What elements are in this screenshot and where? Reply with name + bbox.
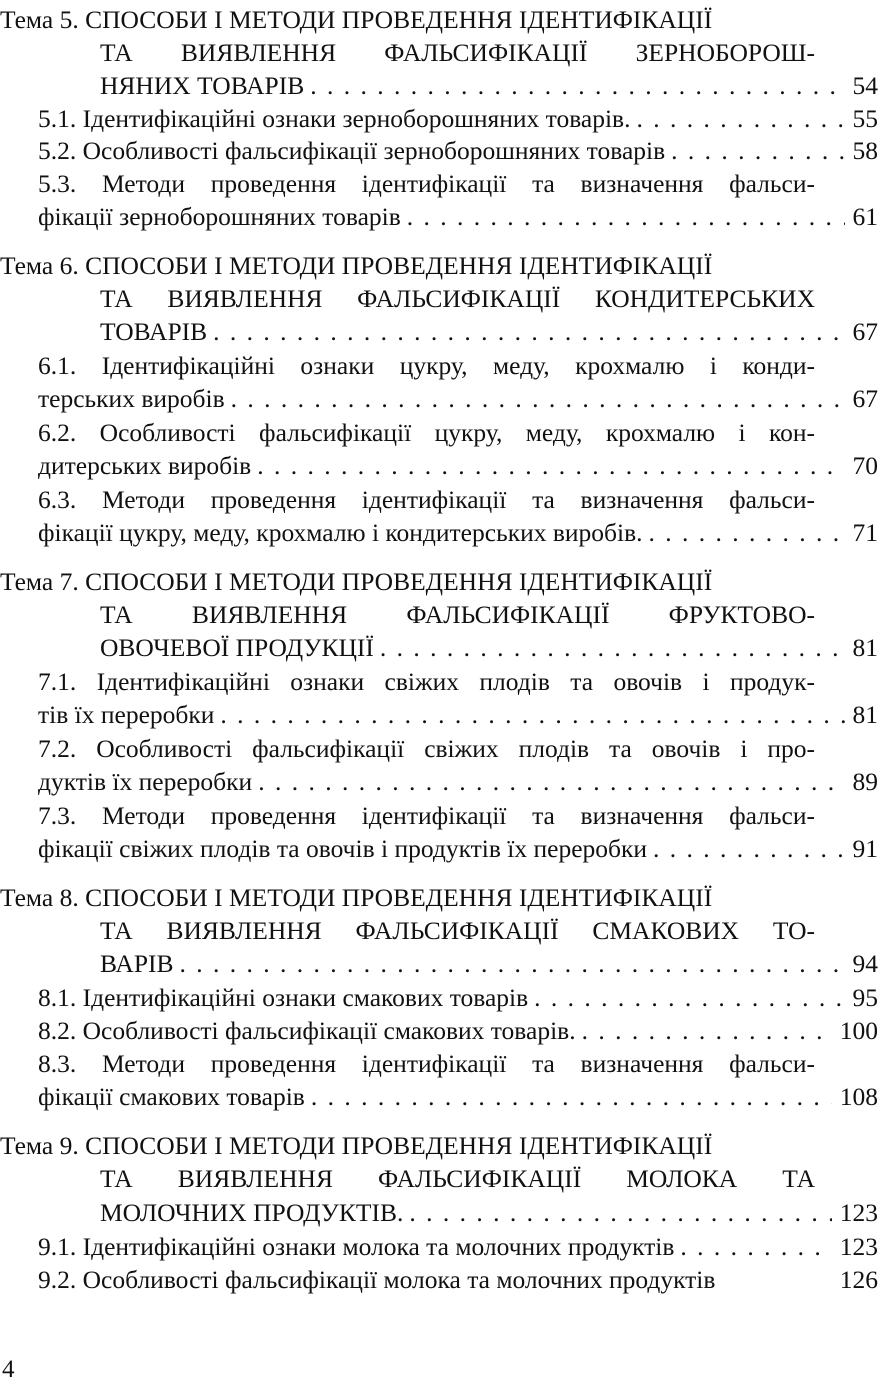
section-7-1-entry[interactable] [38, 698, 878, 732]
section-7-2-page: 89 [845, 765, 878, 799]
section-6-2-title-line-2: дитерських виробів [38, 449, 251, 483]
section-7-1-title-line-1: 7.1. Ідентифікаційні ознаки свіжих плодів та овочів і продук- [38, 665, 815, 699]
topic-7-entry[interactable] [100, 631, 878, 665]
section-5-1-page: 55 [845, 102, 878, 136]
section-6-3-title-line-2: фікації цукру, меду, крохмалю і кондитерських виробів. [38, 516, 643, 550]
section-5-2-entry[interactable] [38, 134, 878, 168]
dot-leader [401, 200, 845, 234]
topic-8-title-line-3: ВАРІВ [100, 947, 174, 981]
section-6-1-entry[interactable] [38, 382, 878, 416]
section-8-1-title: 8.1. Ідентифікаційні ознаки смакових товарів [38, 981, 528, 1015]
topic-9-title-line-2: ТА ВИЯВЛЕННЯ ФАЛЬСИФІКАЦІЇ МОЛОКА ТА [100, 1162, 815, 1196]
section-6-3-entry[interactable] [38, 516, 878, 550]
section-8-1-entry[interactable] [38, 981, 878, 1015]
section-8-2-page: 100 [832, 1014, 878, 1048]
dot-leader [304, 69, 844, 103]
dot-leader [576, 1014, 832, 1048]
section-5-2-title: 5.2. Особливості фальсифікації зерноборошняних товарів [38, 134, 665, 168]
section-7-3-page: 91 [845, 832, 878, 866]
section-7-3-title-line-2: фікації свіжих плодів та овочів і продуктів їх переробки [38, 832, 647, 866]
section-5-1-title: 5.1. Ідентифікаційні ознаки зерноборошняних товарів. [38, 102, 630, 136]
section-9-2-page: 126 [832, 1263, 878, 1297]
page-number: 4 [2, 1355, 15, 1385]
section-8-3-title-line-1: 8.3. Методи проведення ідентифікації та визначення фальси- [38, 1047, 815, 1081]
dot-leader [403, 1196, 831, 1230]
dot-leader [225, 382, 845, 416]
topic-6-title-line-3: ТОВАРІВ [100, 315, 207, 349]
topic-6-title-line-1: Тема 6. СПОСОБИ І МЕТОДИ ПРОВЕДЕННЯ ІДЕНТИФІКАЦІЇ [0, 249, 815, 283]
section-5-2-page: 58 [845, 134, 878, 168]
dot-leader [665, 134, 844, 168]
topic-7-title-line-3: ОВОЧЕВОЇ ПРОДУКЦІЇ [100, 631, 374, 665]
section-5-3-title-line-2: фікації зерноборошняних товарів [38, 200, 401, 234]
dot-leader [305, 1080, 832, 1114]
dot-leader [674, 1230, 831, 1264]
topic-7-page: 81 [845, 631, 878, 665]
topic-9-page: 123 [832, 1196, 878, 1230]
topic-5-title-line-2: ТА ВИЯВЛЕННЯ ФАЛЬСИФІКАЦІЇ ЗЕРНОБОРОШ- [100, 36, 815, 70]
topic-7-title-line-2: ТА ВИЯВЛЕННЯ ФАЛЬСИФІКАЦІЇ ФРУКТОВО- [100, 598, 815, 632]
topic-8-title-line-1: Тема 8. СПОСОБИ І МЕТОДИ ПРОВЕДЕННЯ ІДЕНТИФІКАЦІЇ [0, 881, 815, 915]
topic-5-entry[interactable] [100, 69, 878, 103]
section-6-3-page: 71 [845, 516, 878, 550]
dot-leader [647, 832, 844, 866]
section-6-1-title-line-2: терських виробів [38, 382, 225, 416]
section-7-2-title-line-1: 7.2. Особливості фальсифікації свіжих плодів та овочів і про- [38, 732, 815, 766]
topic-5-title-line-1: Тема 5. СПОСОБИ І МЕТОДИ ПРОВЕДЕННЯ ІДЕНТИФІКАЦІЇ [0, 3, 815, 37]
section-6-1-title-line-1: 6.1. Ідентифікаційні ознаки цукру, меду, крохмалю і конди- [38, 349, 815, 383]
dot-leader [528, 981, 844, 1015]
section-6-1-page: 67 [845, 382, 878, 416]
topic-6-page: 67 [845, 315, 878, 349]
dot-leader [630, 102, 844, 136]
dot-leader [251, 449, 844, 483]
dot-leader [214, 698, 844, 732]
topic-9-title-line-1: Тема 9. СПОСОБИ І МЕТОДИ ПРОВЕДЕННЯ ІДЕНТИФІКАЦІЇ [0, 1129, 815, 1163]
section-5-1-entry[interactable] [38, 102, 878, 136]
topic-6-entry[interactable] [100, 315, 878, 349]
section-5-3-page: 61 [845, 200, 878, 234]
section-8-3-page: 108 [832, 1080, 878, 1114]
section-7-1-page: 81 [845, 698, 878, 732]
section-7-3-title-line-1: 7.3. Методи проведення ідентифікації та визначення фальси- [38, 799, 815, 833]
section-5-3-entry[interactable] [38, 200, 878, 234]
dot-leader [374, 631, 845, 665]
section-8-3-entry[interactable] [38, 1080, 878, 1114]
section-9-1-title: 9.1. Ідентифікаційні ознаки молока та молочних продуктів [38, 1230, 674, 1264]
section-8-2-title: 8.2. Особливості фальсифікації смакових товарів. [38, 1014, 576, 1048]
topic-6-title-line-2: ТА ВИЯВЛЕННЯ ФАЛЬСИФІКАЦІЇ КОНДИТЕРСЬКИХ [100, 282, 815, 316]
section-9-1-entry[interactable] [38, 1230, 878, 1264]
dot-leader [643, 516, 845, 550]
section-7-2-entry[interactable] [38, 765, 878, 799]
dot-leader [252, 765, 844, 799]
section-6-2-title-line-1: 6.2. Особливості фальсифікації цукру, меду, крохмалю і кон- [38, 416, 815, 450]
section-7-1-title-line-2: тів їх переробки [38, 698, 214, 732]
section-8-2-entry[interactable] [38, 1014, 878, 1048]
section-7-3-entry[interactable] [38, 832, 878, 866]
topic-8-page: 94 [845, 947, 878, 981]
topic-5-page: 54 [845, 69, 878, 103]
section-5-3-title-line-1: 5.3. Методи проведення ідентифікації та визначення фальси- [38, 167, 815, 201]
topic-9-entry[interactable] [100, 1196, 878, 1230]
section-6-2-entry[interactable] [38, 449, 878, 483]
topic-8-title-line-2: ТА ВИЯВЛЕННЯ ФАЛЬСИФІКАЦІЇ СМАКОВИХ ТО- [100, 914, 815, 948]
topic-8-entry[interactable] [100, 947, 878, 981]
section-9-1-page: 123 [832, 1230, 878, 1264]
section-8-1-page: 95 [845, 981, 878, 1015]
section-8-3-title-line-2: фікації смакових товарів [38, 1080, 305, 1114]
section-6-2-page: 70 [845, 449, 878, 483]
section-6-3-title-line-1: 6.3. Методи проведення ідентифікації та визначення фальси- [38, 483, 815, 517]
topic-9-title-line-3: МОЛОЧНИХ ПРОДУКТІВ. [100, 1196, 403, 1230]
dot-leader [207, 315, 844, 349]
section-9-2-entry[interactable] [38, 1263, 878, 1297]
topic-5-title-line-3: НЯНИХ ТОВАРІВ [100, 69, 304, 103]
section-9-2-title: 9.2. Особливості фальсифікації молока та молочних продуктів [38, 1263, 715, 1297]
topic-7-title-line-1: Тема 7. СПОСОБИ І МЕТОДИ ПРОВЕДЕННЯ ІДЕНТИФІКАЦІЇ [0, 565, 815, 599]
section-7-2-title-line-2: дуктів їх переробки [38, 765, 252, 799]
dot-leader [174, 947, 845, 981]
